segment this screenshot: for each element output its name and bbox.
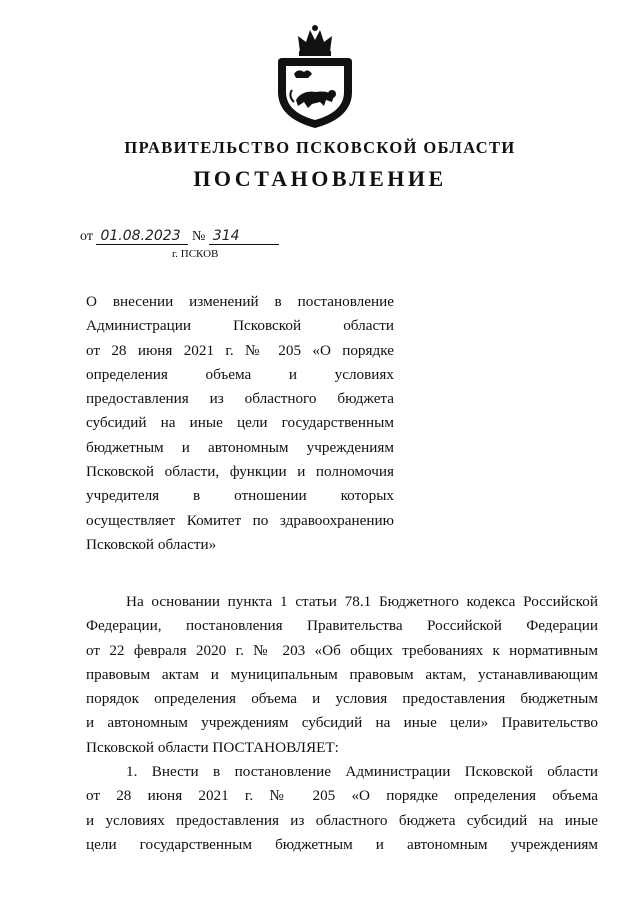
- subject-line: Псковской области, функции и полномочия: [86, 463, 394, 481]
- document-city: г. ПСКОВ: [172, 248, 219, 260]
- subject-line: определения объема и условиях: [86, 365, 394, 383]
- body-line: цели государственным бюджетным и автономным учреждениям: [86, 835, 598, 853]
- body-line: и условиях предоставления из областного бюджета субсидий на иные: [86, 811, 598, 829]
- subject-line: бюджетным и автономным учреждениям: [86, 438, 394, 456]
- body-line: и автономным учреждениям субсидий на иные цели» Правительство: [86, 714, 598, 732]
- subject-line: субсидий на иные цели государственным: [86, 414, 394, 432]
- document-number: 314: [209, 228, 279, 245]
- number-label: №: [191, 229, 206, 244]
- body-line: правовым актам и муниципальным правовым актам, устанавливающим: [86, 665, 598, 683]
- subject-line: Псковской области»: [86, 535, 217, 553]
- body-line: На основании пункта 1 статьи 78.1 Бюджетного кодекса Российской: [126, 593, 598, 610]
- subject-line: от 28 июня 2021 г. № 205 «О порядке: [86, 341, 394, 359]
- subject-line: предоставления из областного бюджета: [86, 390, 394, 408]
- document-date: 01.08.2023: [96, 228, 188, 245]
- document-type-title: ПОСТАНОВЛЕНИЕ: [193, 166, 447, 191]
- subject-line: О внесении изменений в постановление: [86, 293, 394, 310]
- body-line: порядок определения объема и условия предоставления бюджетным: [86, 690, 598, 708]
- body-line: от 22 февраля 2020 г. № 203 «Об общих требованиях к нормативным: [86, 641, 598, 659]
- subject-line: Администрации Псковской области: [86, 317, 394, 335]
- body-line: 1. Внести в постановление Администрации Псковской области: [126, 763, 598, 781]
- body-line: от 28 июня 2021 г. № 205 «О порядке определения объема: [86, 787, 598, 805]
- document-body: [86, 590, 598, 857]
- document-meta-line: [80, 228, 279, 245]
- document-subject: [86, 290, 394, 557]
- government-title: ПРАВИТЕЛЬСТВО ПСКОВСКОЙ ОБЛАСТИ: [124, 138, 516, 157]
- subject-line: осуществляет Комитет по здравоохранению: [86, 511, 394, 529]
- from-label: от: [80, 229, 93, 244]
- body-line: Федерации, постановления Правительства Российской Федерации: [86, 617, 598, 635]
- body-line: Псковской области ПОСТАНОВЛЯЕТ:: [86, 738, 339, 756]
- pskov-coat-of-arms-icon: [272, 22, 358, 130]
- subject-line: учредителя в отношении которых: [86, 487, 394, 505]
